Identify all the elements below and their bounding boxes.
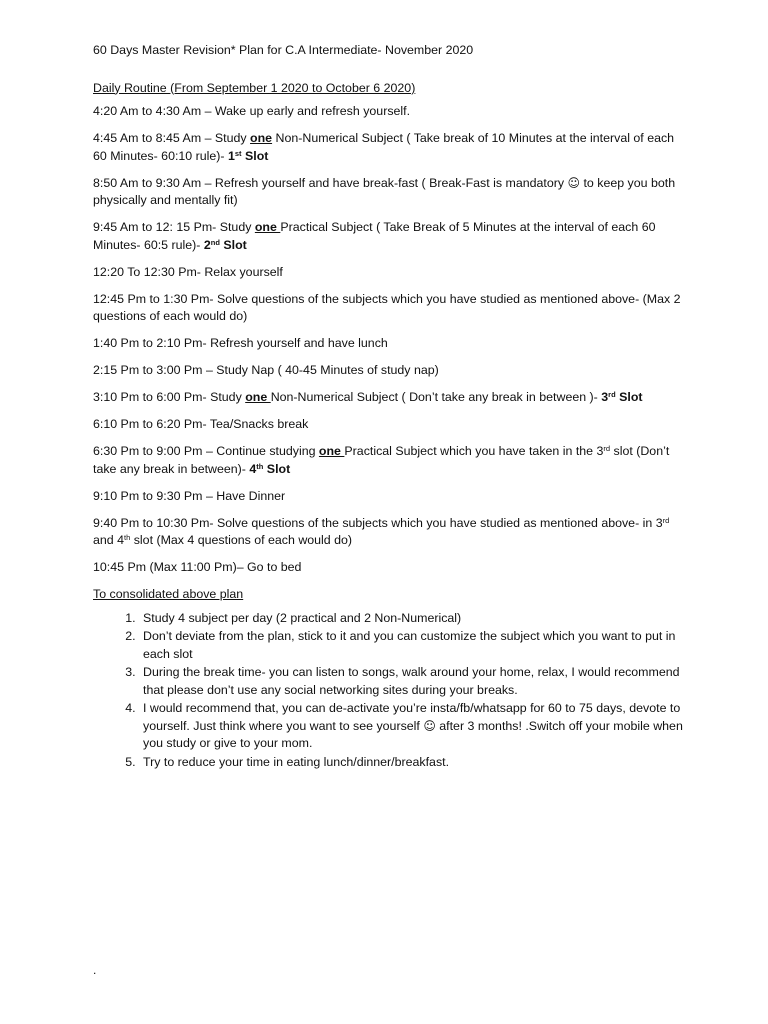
emphasis-one: one	[250, 131, 273, 145]
routine-item	[93, 175, 683, 210]
list-item: 1. Study 4 subject per day (2 practical and 2 Non-Numerical)	[139, 610, 683, 628]
slot-label	[228, 149, 268, 163]
document-title: 60 Days Master Revision* Plan for C.A Intermediate- November 2020	[93, 43, 474, 57]
slot-number: 2	[203, 237, 211, 252]
footer-dot: .	[93, 963, 97, 977]
smiley-icon: ☺	[567, 175, 581, 190]
emphasis-one: one	[254, 220, 281, 234]
ordinal-suffix: nd	[210, 237, 220, 247]
ordinal-suffix: rd	[603, 444, 611, 453]
emphasis-one: one	[318, 444, 345, 458]
routine-item	[93, 219, 683, 254]
list-item-text: after 3 months! .Switch off your mobile when you study or give to your mom.	[143, 718, 683, 750]
list-item: 5. Try to reduce your time in eating lunch/dinner/breakfast.	[139, 754, 683, 772]
slot-label	[249, 462, 290, 476]
routine-text: Non-Numerical Subject ( Take break of 10 Minutes at the interval of each 60 Minutes- 60:10 rule)-	[93, 131, 675, 163]
routine-item: 12:20 To 12:30 Pm- Relax yourself	[93, 264, 283, 279]
routine-item: 9:10 Pm to 9:30 Pm – Have Dinner	[93, 488, 286, 503]
routine-item	[93, 130, 683, 165]
routine-text: to keep you both physically and mentally fit)	[93, 175, 676, 207]
document-page	[93, 42, 683, 772]
smiley-icon: ☺	[423, 718, 436, 733]
routine-item	[93, 389, 683, 407]
routine-item	[93, 443, 683, 478]
consolidate-list	[93, 610, 683, 772]
routine-text: 8:50 Am to 9:30 Am – Refresh yourself and have break-fast ( Break-Fast is mandatory	[93, 175, 568, 190]
routine-text: slot (Don’t take any break in between)-	[93, 444, 670, 476]
routine-item: 12:45 Pm to 1:30 Pm- Solve questions of the subjects which you have studied as mentioned above- (Max 2 questions of each would do)	[93, 291, 681, 323]
routine-text: Practical Subject which you have taken in the 3	[344, 444, 604, 458]
routine-item	[93, 515, 683, 550]
list-item: 2. Don’t deviate from the plan, stick to it and you can customize the subject which you want to put in each slot	[139, 628, 683, 663]
slot-word: Slot	[219, 237, 247, 252]
slot-label	[601, 390, 642, 404]
routine-text: 9:40 Pm to 10:30 Pm- Solve questions of the subjects which you have studied as mentioned above- in 3	[93, 515, 663, 530]
list-item	[139, 700, 683, 753]
routine-text: 6:30 Pm to 9:00 Pm – Continue studying	[93, 444, 319, 458]
list-item: 3. During the break time- you can listen to songs, walk around your home, relax, I would recommend that please don’t use any social networking sites during your breaks.	[139, 664, 683, 699]
routine-heading: Daily Routine (From September 1 2020 to October 6 2020)	[93, 80, 416, 95]
routine-text: and 4	[93, 533, 125, 547]
slot-label	[204, 238, 247, 252]
routine-text: 4:45 Am to 8:45 Am – Study	[93, 131, 251, 145]
consolidate-heading: To consolidated above plan	[93, 587, 244, 601]
ordinal-suffix: th	[256, 461, 264, 471]
routine-item: 1:40 Pm to 2:10 Pm- Refresh yourself and have lunch	[93, 336, 388, 350]
routine-item: 6:10 Pm to 6:20 Pm- Tea/Snacks break	[93, 417, 309, 431]
routine-item: 2:15 Pm to 3:00 Pm – Study Nap ( 40-45 Minutes of study nap)	[93, 363, 439, 377]
routine-text: 3:10 Pm to 6:00 Pm- Study	[93, 390, 246, 404]
routine-item: 4:20 Am to 4:30 Am – Wake up early and refresh yourself.	[93, 104, 411, 118]
slot-word: Slot	[241, 148, 269, 163]
list-item-text: I would recommend that, you can de-activate you’re insta/fb/whatsapp for 60 to 75 days, devote to yourself. Just think where you want to see yourself	[143, 701, 681, 733]
routine-text: Non-Numerical Subject ( Don’t take any break in between )-	[270, 390, 602, 404]
routine-item: 10:45 Pm (Max 11:00 Pm)– Go to bed	[93, 560, 302, 574]
slot-number: 4	[249, 461, 257, 476]
emphasis-one: one	[245, 390, 271, 404]
ordinal-suffix: rd	[608, 390, 616, 399]
routine-text: Practical Subject ( Take Break of 5 Minutes at the interval of each 60 Minutes- 60:5 rule)-	[93, 220, 656, 252]
slot-number: 1	[227, 148, 235, 163]
ordinal-suffix: th	[124, 533, 131, 542]
slot-number: 3	[601, 390, 609, 404]
routine-text: slot (Max 4 questions of each would do)	[130, 533, 353, 547]
ordinal-suffix: rd	[662, 515, 670, 525]
slot-word: Slot	[263, 461, 291, 476]
ordinal-suffix: st	[234, 148, 242, 158]
slot-word: Slot	[615, 390, 643, 404]
routine-text: 9:45 Am to 12: 15 Pm- Study	[93, 220, 255, 234]
